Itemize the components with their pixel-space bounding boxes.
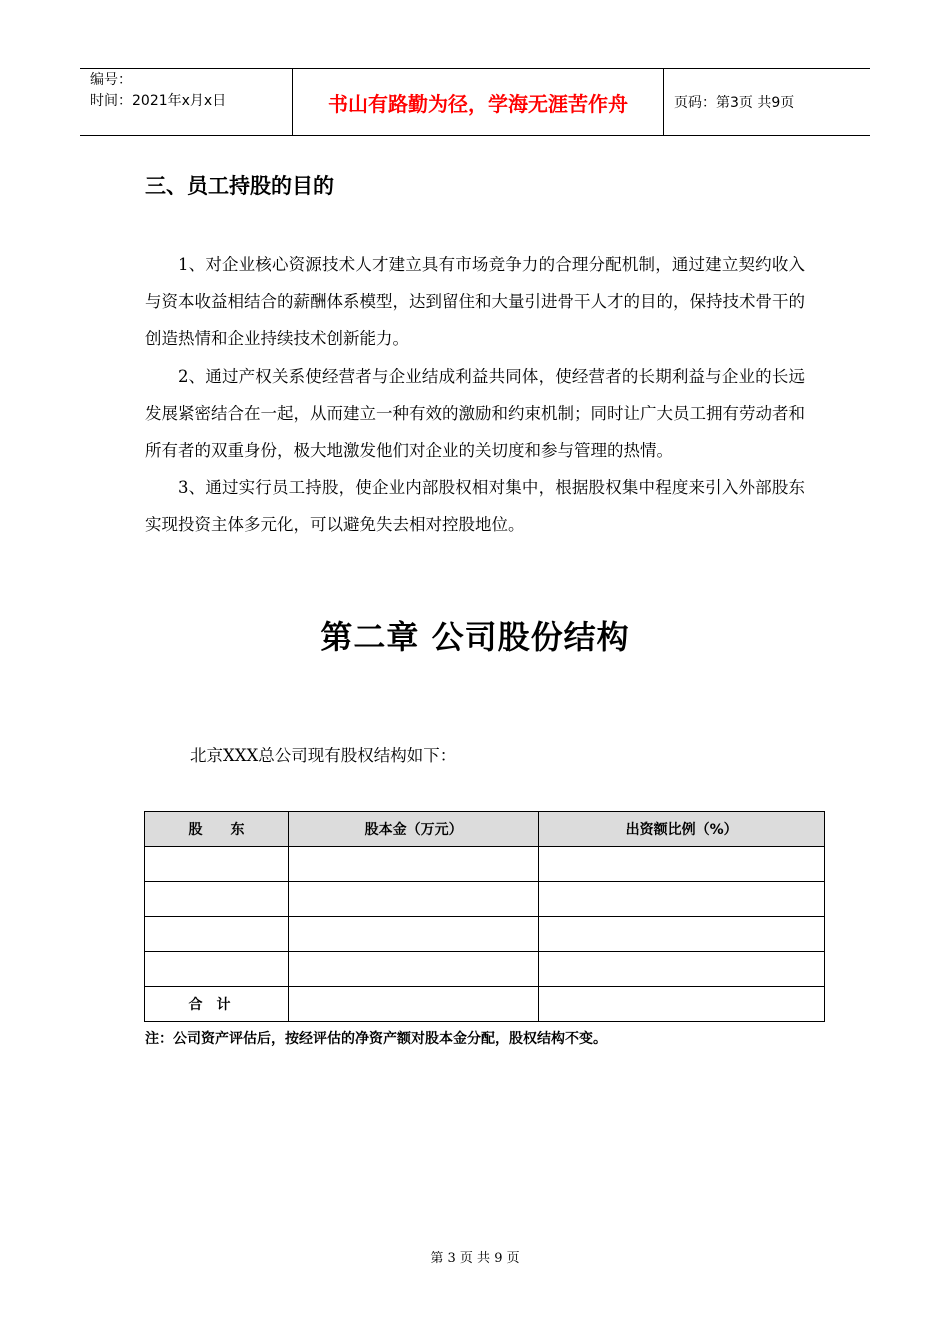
page-footer: 第 3 页 共 9 页 bbox=[430, 1251, 520, 1266]
chapter-title: 第二章 公司股份结构 bbox=[320, 618, 630, 656]
paragraph-2: 2、通过产权关系使经营者与企业结成利益共同体，使经营者的长期利益与企业的长远发展紧密结合在一起，从而建立一种有效的激励和约束机制；同时让广大员工拥有劳动者和所有者的双重身份，极大地激发他们对企业的关切度和参与管理的热情。 bbox=[145, 366, 805, 461]
table-cell bbox=[145, 847, 289, 882]
table-row bbox=[145, 882, 825, 917]
total-label: 合计 bbox=[145, 987, 289, 1022]
paragraph-3: 3、通过实行员工持股，使企业内部股权相对集中，根据股权集中程度来引入外部股东实现投资主体多元化，可以避免失去相对控股地位。 bbox=[145, 478, 805, 535]
total-capital-cell bbox=[289, 987, 539, 1022]
section-body bbox=[145, 246, 805, 544]
table-total-row bbox=[145, 987, 825, 1022]
page-header bbox=[80, 68, 870, 136]
table-cell bbox=[539, 952, 825, 987]
document-number-label: 编号： bbox=[90, 72, 132, 88]
column-header-shareholder: 股 东 bbox=[145, 812, 289, 847]
table-cell bbox=[539, 847, 825, 882]
table-cell bbox=[145, 882, 289, 917]
table-cell bbox=[289, 882, 539, 917]
document-date: 时间：2021年x月x日 bbox=[90, 93, 227, 109]
table-cell bbox=[289, 847, 539, 882]
header-meta bbox=[80, 69, 293, 136]
table-cell bbox=[289, 917, 539, 952]
table-cell bbox=[145, 952, 289, 987]
table-note: 注：公司资产评估后，按经评估的净资产额对股本金分配，股权结构不变。 bbox=[145, 1031, 607, 1047]
table-cell bbox=[539, 882, 825, 917]
table-cell bbox=[289, 952, 539, 987]
table-intro: 北京XXX总公司现有股权结构如下： bbox=[190, 746, 457, 765]
table-header-row bbox=[145, 812, 825, 847]
column-header-ratio: 出资额比例（%） bbox=[539, 812, 825, 847]
paragraph-1: 1、对企业核心资源技术人才建立具有市场竞争力的合理分配机制，通过建立契约收入与资本收益相结合的薪酬体系模型，达到留住和大量引进骨干人才的目的，保持技术骨干的创造热情和企业持续技术创新能力。 bbox=[145, 255, 805, 349]
header-motto: 书山有路勤为径，学海无涯苦作舟 bbox=[293, 69, 664, 136]
section-title: 三、员工持股的目的 bbox=[145, 174, 334, 198]
total-ratio-cell bbox=[539, 987, 825, 1022]
table-cell bbox=[539, 917, 825, 952]
equity-structure-table bbox=[144, 811, 825, 1022]
table-row bbox=[145, 917, 825, 952]
table-cell bbox=[145, 917, 289, 952]
column-header-capital: 股本金（万元） bbox=[289, 812, 539, 847]
header-page-info: 页码：第3页 共9页 bbox=[664, 69, 871, 136]
table-row bbox=[145, 952, 825, 987]
table-row bbox=[145, 847, 825, 882]
